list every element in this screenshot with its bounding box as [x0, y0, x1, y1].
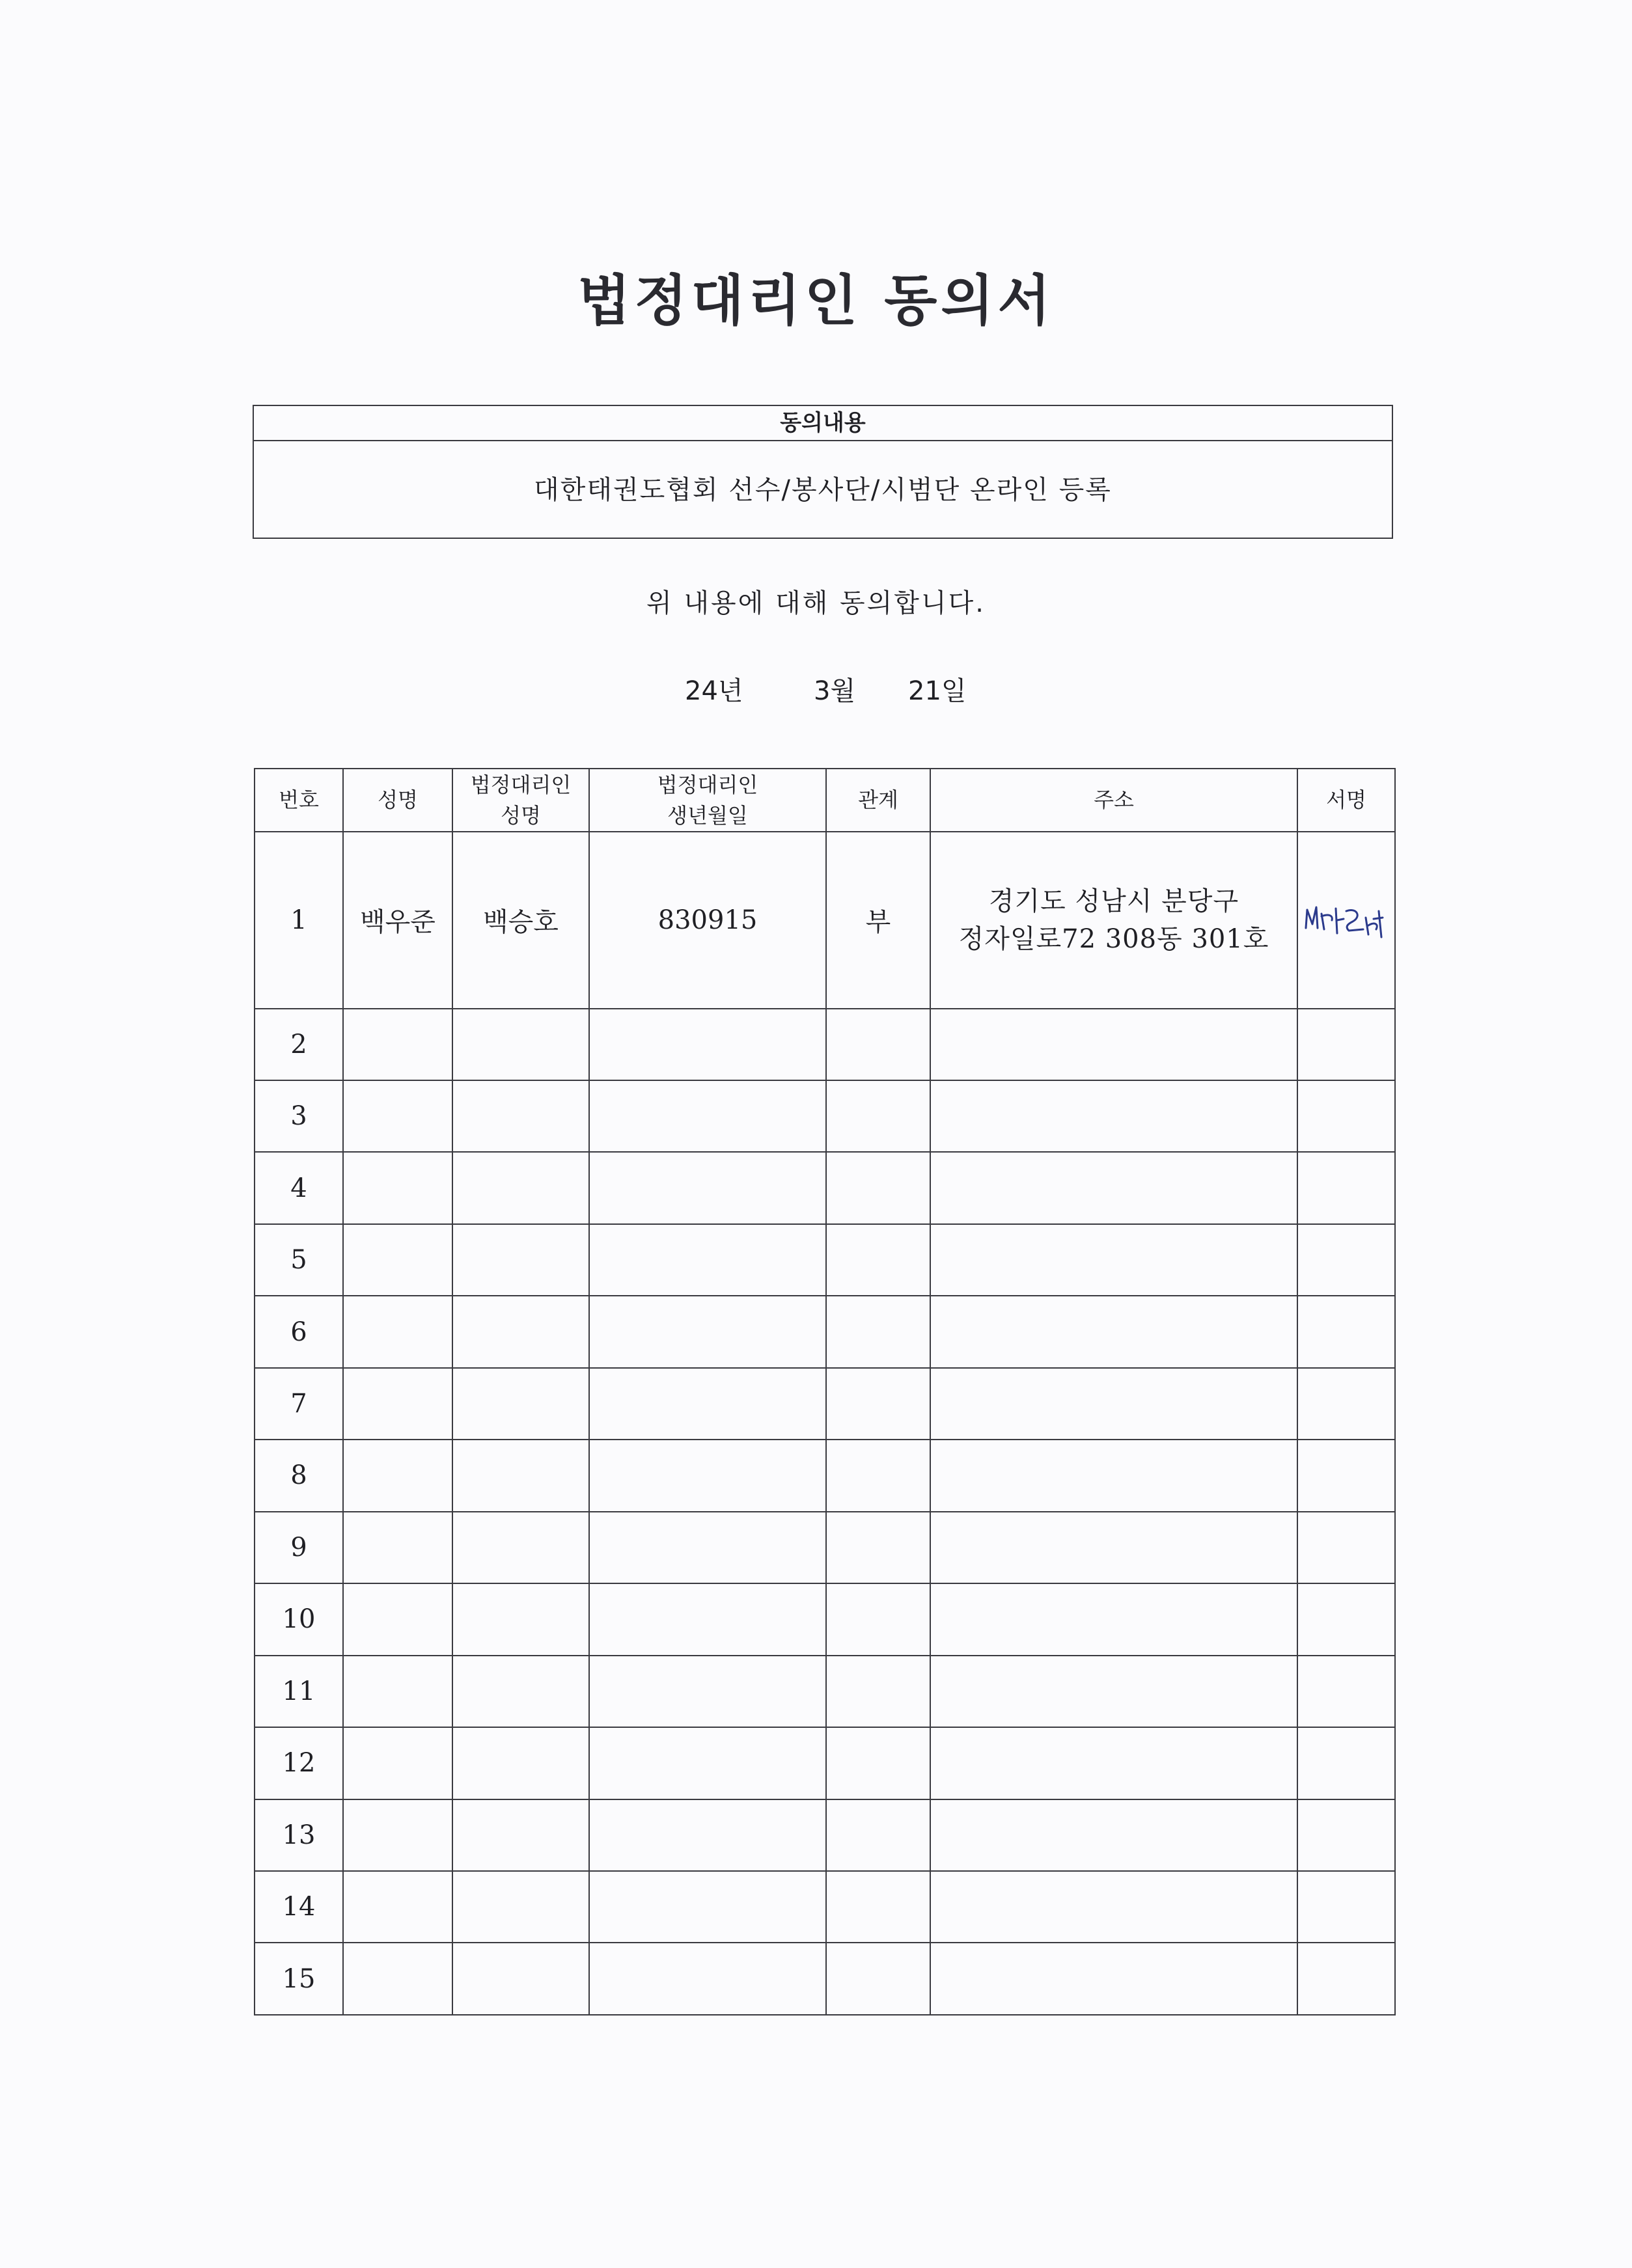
consent-header: 동의내용 — [254, 406, 1392, 441]
table-row — [255, 1152, 1395, 1223]
table-row — [255, 1799, 1395, 1871]
cell-signature — [1297, 1871, 1395, 1943]
cell-no: 15 — [255, 1943, 343, 2015]
cell-guardian-birth: 830915 — [589, 832, 826, 1009]
table-row — [255, 832, 1395, 1009]
date-day: 21일 — [908, 676, 967, 706]
table-row — [255, 1440, 1395, 1511]
cell-no: 1 — [255, 832, 343, 1009]
cell-name — [343, 1583, 452, 1655]
cell-signature — [1297, 1943, 1395, 2015]
cell-no: 7 — [255, 1368, 343, 1440]
cell-address — [930, 1224, 1297, 1296]
cell-guardian-name — [452, 1009, 589, 1080]
cell-guardian-birth — [589, 1296, 826, 1367]
table-row — [255, 1224, 1395, 1296]
cell-guardian-birth — [589, 1656, 826, 1727]
cell-guardian-birth — [589, 1368, 826, 1440]
cell-address — [930, 1009, 1297, 1080]
cell-address — [930, 1152, 1297, 1223]
consent-content: 대한태권도협회 선수/봉사단/시범단 온라인 등록 — [534, 475, 1112, 505]
cell-guardian-name — [452, 1583, 589, 1655]
header-relation: 관계 — [826, 769, 930, 832]
table-row — [255, 1727, 1395, 1799]
cell-guardian-name — [452, 1871, 589, 1943]
cell-guardian-birth — [589, 1799, 826, 1871]
cell-signature — [1297, 1080, 1395, 1152]
cell-signature — [1297, 1368, 1395, 1440]
cell-guardian-birth — [589, 1943, 826, 2015]
cell-signature — [1297, 1296, 1395, 1367]
cell-name — [343, 1009, 452, 1080]
cell-signature — [1297, 1009, 1395, 1080]
cell-name — [343, 1440, 452, 1511]
cell-name — [343, 1152, 452, 1223]
header-no: 번호 — [255, 769, 343, 832]
cell-guardian-name — [452, 1152, 589, 1223]
cell-guardian-name — [452, 1512, 589, 1583]
cell-no: 10 — [255, 1583, 343, 1655]
cell-relation: 부 — [826, 832, 930, 1009]
cell-guardian-name — [452, 1799, 589, 1871]
header-guardian-name — [452, 769, 589, 832]
table-row — [255, 1296, 1395, 1367]
cell-address — [930, 1656, 1297, 1727]
cell-guardian-birth — [589, 1009, 826, 1080]
cell-no: 2 — [255, 1009, 343, 1080]
guardian-table — [254, 768, 1396, 2015]
cell-no: 9 — [255, 1512, 343, 1583]
header-guardian-birth-line2: 생년월일 — [667, 802, 748, 828]
date-month: 3월 — [814, 676, 856, 706]
cell-guardian-name — [452, 1656, 589, 1727]
cell-relation — [826, 1009, 930, 1080]
cell-name — [343, 1368, 452, 1440]
cell-no: 3 — [255, 1080, 343, 1152]
cell-guardian-birth — [589, 1080, 826, 1152]
cell-guardian-birth — [589, 1224, 826, 1296]
cell-relation — [826, 1152, 930, 1223]
table-row — [255, 1009, 1395, 1080]
table-header-row — [255, 769, 1395, 832]
address-line1: 경기도 성남시 분당구 — [988, 886, 1239, 916]
cell-address — [930, 1943, 1297, 2015]
cell-signature — [1297, 1440, 1395, 1511]
cell-no: 11 — [255, 1656, 343, 1727]
header-guardian-birth-line1: 법정대리인 — [657, 772, 758, 798]
cell-guardian-name — [452, 1727, 589, 1799]
cell-signature — [1297, 1799, 1395, 1871]
cell-no: 14 — [255, 1871, 343, 1943]
header-signature: 서명 — [1297, 769, 1395, 832]
cell-relation — [826, 1224, 930, 1296]
header-guardian-birth — [589, 769, 826, 832]
document-title: 법정대리인 동의서 — [577, 269, 1055, 333]
cell-name — [343, 1656, 452, 1727]
cell-signature — [1297, 1656, 1395, 1727]
cell-relation — [826, 1296, 930, 1367]
cell-relation — [826, 1943, 930, 2015]
header-name: 성명 — [343, 769, 452, 832]
date-year: 24년 — [685, 676, 743, 706]
cell-name — [343, 1871, 452, 1943]
cell-address — [930, 1080, 1297, 1152]
header-guardian-name-line2: 성명 — [501, 802, 541, 828]
cell-relation — [826, 1871, 930, 1943]
cell-guardian-birth — [589, 1440, 826, 1511]
cell-address — [930, 1583, 1297, 1655]
cell-guardian-name — [452, 1368, 589, 1440]
cell-relation — [826, 1512, 930, 1583]
cell-relation — [826, 1080, 930, 1152]
cell-no: 8 — [255, 1440, 343, 1511]
cell-name — [343, 1080, 452, 1152]
table-body — [255, 832, 1395, 2015]
cell-no: 6 — [255, 1296, 343, 1367]
cell-relation — [826, 1583, 930, 1655]
table-row — [255, 1656, 1395, 1727]
header-address: 주소 — [930, 769, 1297, 832]
table-row — [255, 1583, 1395, 1655]
cell-guardian-birth — [589, 1727, 826, 1799]
cell-no: 13 — [255, 1799, 343, 1871]
cell-guardian-name — [452, 1296, 589, 1367]
cell-address — [930, 1727, 1297, 1799]
cell-signature — [1297, 1583, 1395, 1655]
agreement-statement: 위 내용에 대해 동의합니다. — [646, 588, 986, 618]
cell-no: 5 — [255, 1224, 343, 1296]
consent-box — [253, 405, 1393, 539]
cell-relation — [826, 1440, 930, 1511]
cell-address — [930, 832, 1297, 1009]
cell-signature — [1297, 1727, 1395, 1799]
cell-name — [343, 1943, 452, 2015]
cell-no: 12 — [255, 1727, 343, 1799]
cell-guardian-name: 백승호 — [452, 832, 589, 1009]
cell-no: 4 — [255, 1152, 343, 1223]
table-row — [255, 1368, 1395, 1440]
cell-name — [343, 1799, 452, 1871]
cell-signature — [1297, 832, 1395, 1009]
cell-guardian-name — [452, 1224, 589, 1296]
cell-guardian-name — [452, 1440, 589, 1511]
cell-address — [930, 1440, 1297, 1511]
cell-address — [930, 1512, 1297, 1583]
cell-guardian-name — [452, 1080, 589, 1152]
handwritten-signature-icon — [1298, 888, 1396, 953]
cell-relation — [826, 1368, 930, 1440]
cell-relation — [826, 1727, 930, 1799]
cell-address — [930, 1296, 1297, 1367]
cell-relation — [826, 1799, 930, 1871]
cell-signature — [1297, 1152, 1395, 1223]
table-row — [255, 1512, 1395, 1583]
table-row — [255, 1080, 1395, 1152]
cell-name — [343, 1224, 452, 1296]
cell-guardian-birth — [589, 1152, 826, 1223]
cell-guardian-birth — [589, 1583, 826, 1655]
cell-signature — [1297, 1512, 1395, 1583]
cell-address — [930, 1799, 1297, 1871]
cell-name — [343, 1512, 452, 1583]
cell-guardian-birth — [589, 1512, 826, 1583]
cell-name — [343, 1296, 452, 1367]
cell-guardian-birth — [589, 1871, 826, 1943]
cell-address — [930, 1871, 1297, 1943]
cell-address — [930, 1368, 1297, 1440]
table-row — [255, 1871, 1395, 1943]
table-row — [255, 1943, 1395, 2015]
cell-name: 백우준 — [343, 832, 452, 1009]
address-line2: 정자일로72 308동 301호 — [958, 923, 1269, 954]
cell-signature — [1297, 1224, 1395, 1296]
cell-name — [343, 1727, 452, 1799]
header-guardian-name-line1: 법정대리인 — [470, 772, 572, 798]
cell-relation — [826, 1656, 930, 1727]
cell-guardian-name — [452, 1943, 589, 2015]
